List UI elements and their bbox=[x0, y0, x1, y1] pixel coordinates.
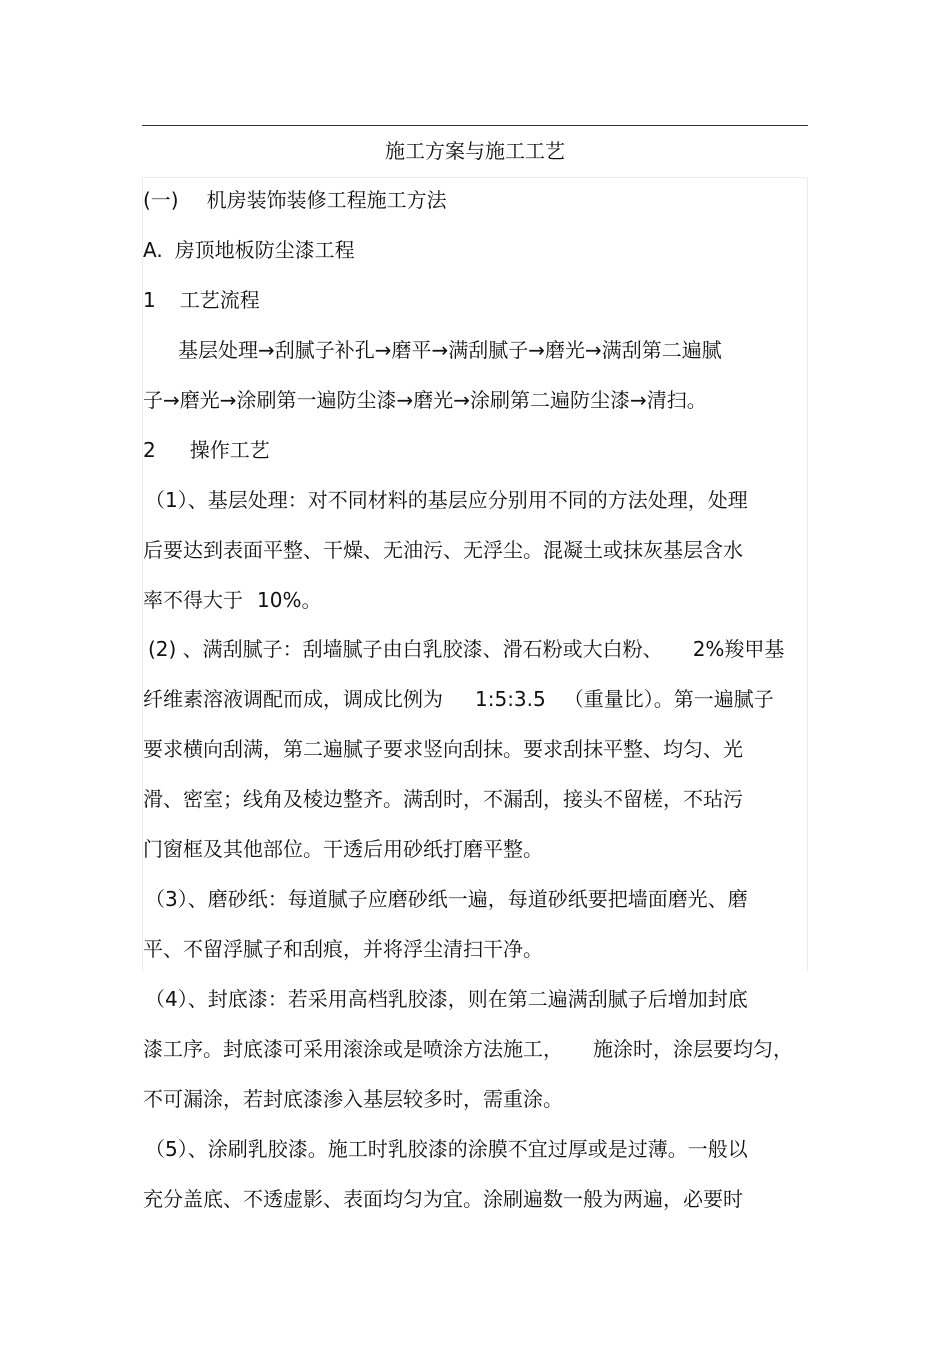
step1-moisture-value: 10%。 bbox=[257, 588, 322, 612]
header-rule bbox=[142, 125, 808, 126]
document-title: 施工方案与施工工艺 bbox=[385, 139, 565, 163]
step2-line-2 bbox=[143, 684, 774, 714]
step1-line-2: 后要达到表面平整、干燥、无油污、无浮尘。混凝土或抹灰基层含水 bbox=[143, 538, 743, 562]
step2-line-4: 滑、密室；线角及棱边整齐。满刮时，不漏刮，接头不留槎，不玷污 bbox=[143, 787, 743, 811]
section-label: (一) bbox=[143, 188, 179, 212]
step1-line-3 bbox=[143, 585, 321, 615]
content-frame-right bbox=[807, 177, 808, 972]
heading-1-text: 工艺流程 bbox=[179, 288, 260, 312]
step5-line-1: （5）、涂刷乳胶漆。施工时乳胶漆的涂膜不宜过厚或是过薄。一般以 bbox=[145, 1137, 748, 1161]
heading-2-label: 2 bbox=[143, 438, 156, 462]
step2-line-2-prefix: 纤维素溶液调配而成，调成比例为 bbox=[143, 687, 443, 711]
step1-line-3-text: 率不得大于 bbox=[143, 588, 243, 612]
section-text: 机房装饰装修工程施工方法 bbox=[206, 188, 447, 212]
step4-line-1: （4）、封底漆：若采用高档乳胶漆，则在第二遍满刮腻子后增加封底 bbox=[145, 987, 748, 1011]
step2-line-1-suffix: 羧甲基 bbox=[724, 637, 785, 661]
step2-percent-value: 2% bbox=[692, 637, 725, 661]
step4-line-3: 不可漏涂，若封底漆渗入基层较多时，需重涂。 bbox=[143, 1087, 563, 1111]
heading-2-text: 操作工艺 bbox=[189, 438, 270, 462]
flow-line-1: 基层处理→刮腻子补孔→磨平→满刮腻子→磨光→满刮第二遍腻 bbox=[178, 338, 722, 362]
step2-line-1 bbox=[148, 634, 784, 664]
step5-line-2: 充分盖底、不透虚影、表面均匀为宜。涂刷遍数一般为两遍，必要时 bbox=[143, 1187, 743, 1211]
subsection-text: 房顶地板防尘漆工程 bbox=[174, 238, 355, 262]
step1-line-1: （1）、基层处理：对不同材料的基层应分别用不同的方法处理，处理 bbox=[145, 488, 748, 512]
step4-line-2-prefix: 漆工序。封底漆可采用滚涂或是喷涂方法施工， bbox=[143, 1037, 563, 1061]
subsection-heading bbox=[143, 235, 355, 265]
step2-line-2-suffix: （重量比）。第一遍腻子 bbox=[563, 687, 774, 711]
step4-line-2 bbox=[143, 1034, 793, 1064]
section-heading bbox=[143, 185, 447, 215]
flow-line-2: 子→磨光→涂刷第一遍防尘漆→磨光→涂刷第二遍防尘漆→清扫。 bbox=[143, 388, 707, 412]
step3-line-2: 平、不留浮腻子和刮痕，并将浮尘清扫干净。 bbox=[143, 937, 543, 961]
step2-line-5: 门窗框及其他部位。干透后用砂纸打磨平整。 bbox=[143, 837, 543, 861]
heading-operation bbox=[143, 435, 270, 465]
step3-line-1: （3）、磨砂纸：每道腻子应磨砂纸一遍，每道砂纸要把墙面磨光、磨 bbox=[145, 887, 748, 911]
heading-process-flow bbox=[143, 285, 260, 315]
step2-line-1-prefix: (2) 、满刮腻子：刮墙腻子由白乳胶漆、滑石粉或大白粉、 bbox=[148, 637, 663, 661]
content-frame-top bbox=[142, 177, 808, 178]
step4-line-2-suffix: 施涂时，涂层要均匀， bbox=[593, 1037, 793, 1061]
step2-line-3: 要求横向刮满，第二遍腻子要求竖向刮抹。要求刮抹平整、均匀、光 bbox=[143, 737, 743, 761]
step2-ratio-value: 1:5:3.5 bbox=[475, 687, 546, 711]
heading-1-label: 1 bbox=[143, 288, 156, 312]
subsection-label: A. bbox=[143, 238, 163, 262]
